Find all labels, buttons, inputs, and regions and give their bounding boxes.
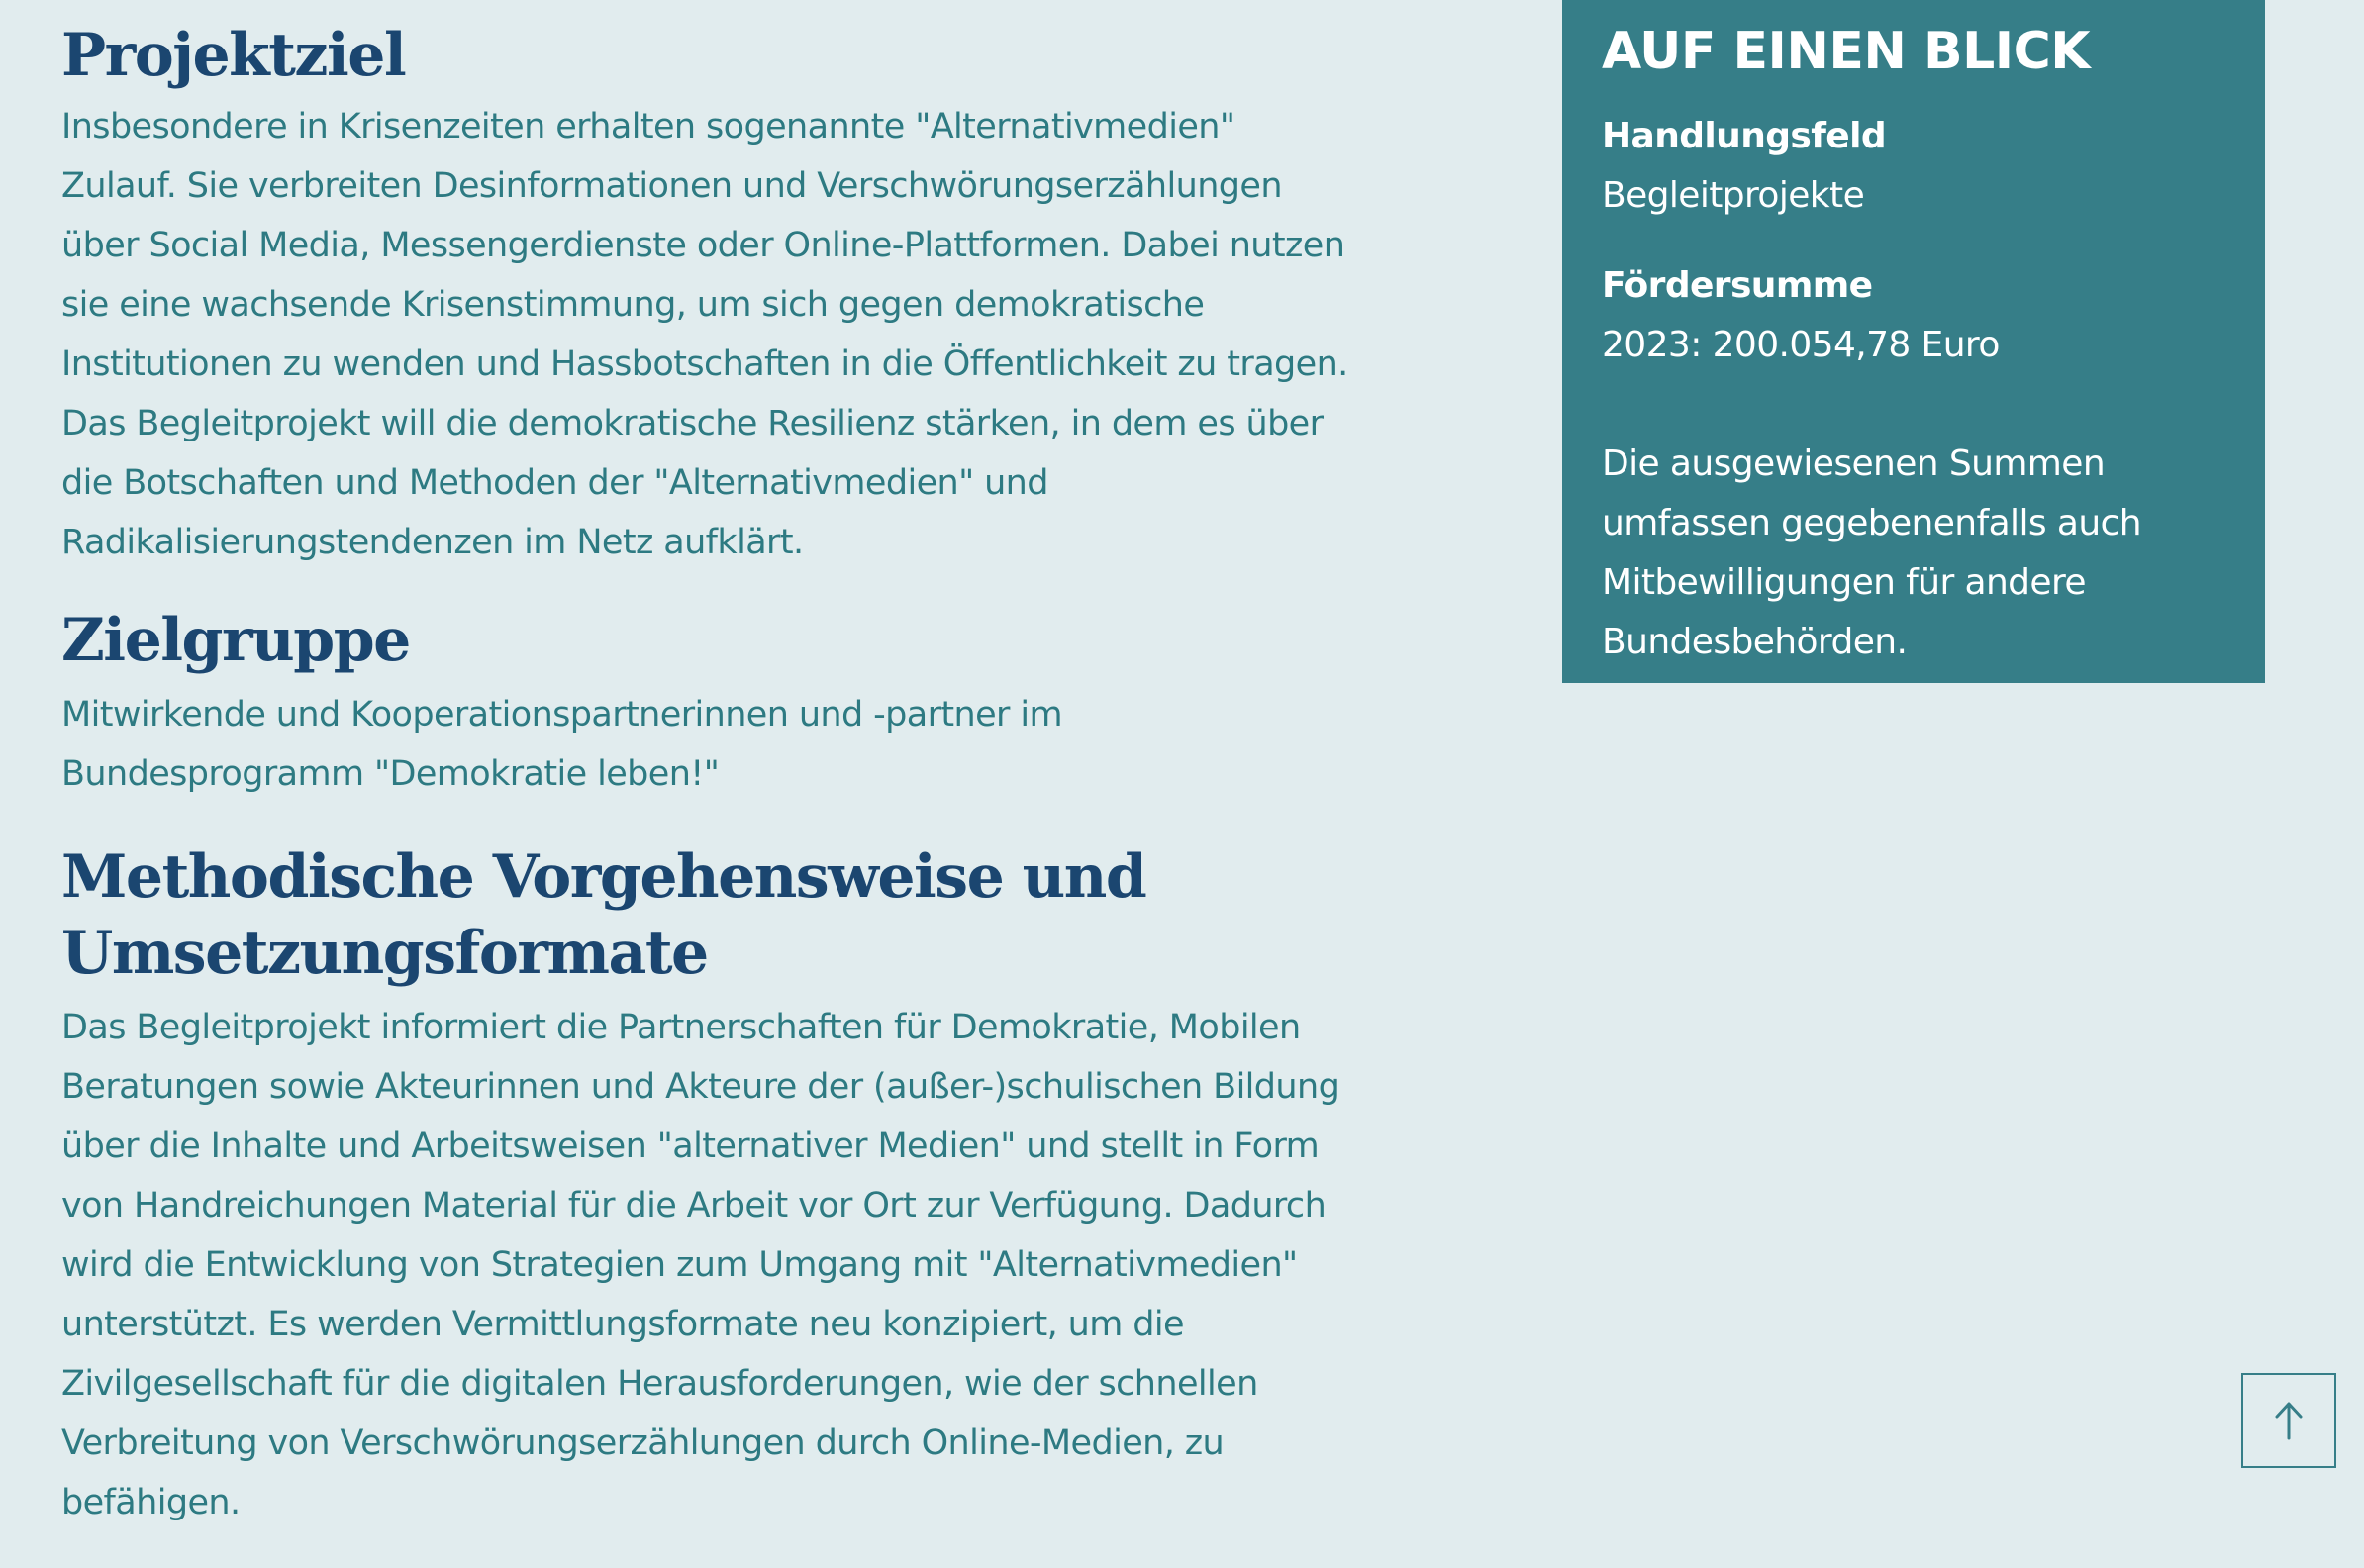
section-heading: Projektziel [61,21,406,90]
scroll-to-top-button[interactable] [2241,1373,2336,1468]
section-heading: Zielgruppe [61,606,410,675]
field-label-handlungsfeld: Handlungsfeld [1602,116,1887,156]
section-text: Mitwirkende und Kooperationspartnerinnen und -partner im Bundesprogramm "Demokratie leben!" [61,695,1062,794]
section-zielgruppe [61,603,1348,804]
at-a-glance-box [1562,0,2265,683]
section-projektziel [61,0,1348,572]
field-value-foerdersumme: 2023: 200.054,78 Euro [1602,325,2000,365]
section-text: Insbesondere in Krisenzeiten erhalten sogenannte "Alternativmedien" Zulauf. Sie verbreiten Desinformationen und Verschwörungserzählungen über Social Media, Messengerdienste oder Online-Plattformen. Dabei nutzen sie eine wachsende Krisenstimmung, um sich gegen demokratische Institutionen zu wenden und Hassbotschaften in die Öffentlichkeit zu tragen. Das Begleitprojekt will die demokratische Resilienz stärken, in dem es über die Botschaften und Methoden der "Alternativmedien" und Radikalisierungstendenzen im Netz aufklärt. [61,107,1348,562]
section-text: Das Begleitprojekt informiert die Partnerschaften für Demokratie, Mobilen Beratungen sowie Akteurinnen und Akteure der (außer-)schulischen Bildung über die Inhalte und Arbeitsweisen "alternativer Medien" und stellt in Form von Handreichungen Material für die Arbeit vor Ort zur Verfügung. Dadurch wird die Entwicklung von Strategien zum Umgang mit "Alternativmedien" unterstützt. Es werden Vermittlungsformate neu konzipiert, um die Zivilgesellschaft für die digitalen Herausforderungen, wie der schnellen Verbreitung von Verschwörungserzählungen durch Online-Medien, zu befähigen. [61,1008,1340,1522]
main-content [61,0,1348,1532]
field-label-foerdersumme: Fördersumme [1602,265,1873,306]
section-methodik [61,839,1348,1532]
funding-note: Die ausgewiesenen Summen umfassen gegebenenfalls auch Mitbewilligungen für andere Bundesbehörden. [1602,443,2141,662]
section-heading: Methodische Vorgehensweise und Umsetzungsformate [61,842,1146,988]
field-value-handlungsfeld: Begleitprojekte [1602,175,1865,216]
at-a-glance-title: AUF EINEN BLICK [1602,22,2091,81]
arrow-up-icon [2269,1399,2309,1442]
